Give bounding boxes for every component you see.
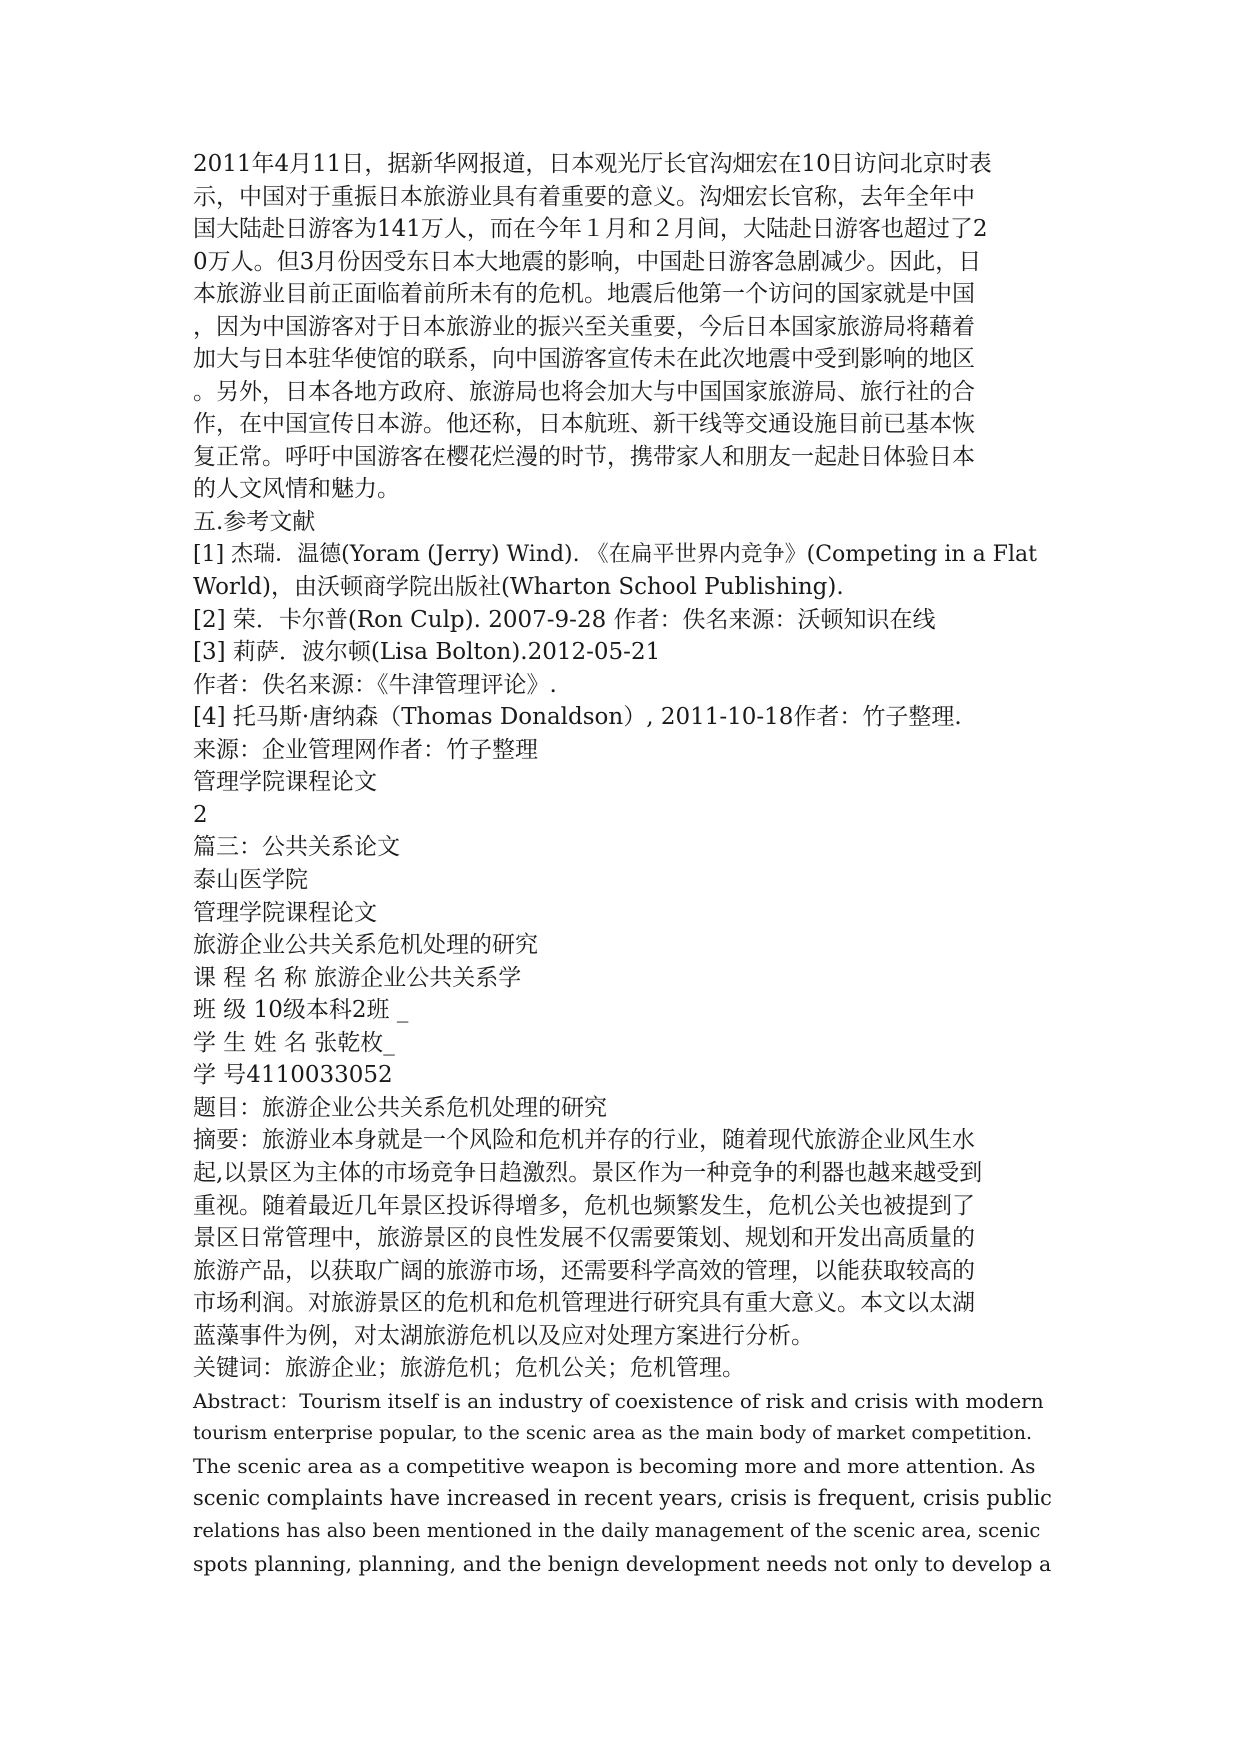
text-line: 摘要：旅游业本身就是一个风险和危机并存的行业，随着现代旅游企业风生水: [193, 1127, 975, 1154]
text-line: World)，由沃顿商学院出版社(Wharton School Publishing).: [193, 574, 844, 601]
text-line: 加大与日本驻华使馆的联系，向中国游客宣传未在此次地震中受到影响的地区: [193, 346, 975, 373]
text-line: [2] 荣．卡尔普(Ron Culp). 2007-9-28 作者：佚名来源：沃顿知识在线: [193, 606, 936, 633]
text-line: 关键词：旅游企业；旅游危机；危机公关；危机管理。: [193, 1355, 745, 1382]
text-line: 管理学院课程论文: [193, 899, 377, 926]
text-line: 的人文风情和魅力。: [193, 476, 400, 503]
text-line: 。另外，日本各地方政府、旅游局也将会加大与中国国家旅游局、旅行社的合: [193, 378, 975, 405]
text-line: 2: [193, 801, 208, 828]
text-line: scenic complaints have increased in recent years, crisis is frequent, crisis public: [193, 1486, 1052, 1511]
text-line: 国大陆赴日游客为141万人，而在今年１月和２月间，大陆赴日游客也超过了2: [193, 216, 988, 243]
text-line: 课 程 名 称 旅游企业公共关系学: [193, 964, 522, 991]
text-line: 篇三：公共关系论文: [193, 834, 400, 861]
text-line: 2011年4月11日，据新华网报道，日本观光厅长官沟畑宏在10日访问北京时表: [193, 151, 992, 177]
text-line: 本旅游业目前正面临着前所未有的危机。地震后他第一个访问的国家就是中国: [193, 281, 975, 308]
text-line: spots planning, planning, and the benign development needs not only to develop a: [193, 1551, 1052, 1576]
text-line: [3] 莉萨．波尔顿(Lisa Bolton).2012-05-21: [193, 639, 661, 666]
text-line: 学 生 姓 名 张乾枚_: [193, 1029, 395, 1056]
text-line: 泰山医学院: [193, 867, 308, 894]
text-line: 蓝藻事件为例，对太湖旅游危机以及应对处理方案进行分析。: [193, 1322, 814, 1349]
document-body: [193, 148, 1053, 1580]
text-line: 学 号4110033052: [193, 1062, 393, 1089]
text-line: Abstract：Tourism itself is an industry of coexistence of risk and crisis with modern: [193, 1388, 1044, 1413]
text-line: 题目：旅游企业公共关系危机处理的研究: [193, 1094, 607, 1121]
text-line: 旅游企业公共关系危机处理的研究: [193, 932, 538, 959]
text-line: The scenic area as a competitive weapon is becoming more and more attention. As: [193, 1453, 1036, 1478]
text-line: relations has also been mentioned in the daily management of the scenic area, scenic: [193, 1518, 1041, 1542]
text-line: ，因为中国游客对于日本旅游业的振兴至关重要，今后日本国家旅游局将藉着: [193, 313, 975, 340]
text-line: 作者：佚名来源：《牛津管理评论》.: [193, 671, 557, 698]
text-line: 景区日常管理中，旅游景区的良性发展不仅需要策划、规划和开发出高质量的: [193, 1225, 975, 1252]
text-line: 0万人。但3月份因受东日本大地震的影响，中国赴日游客急剧减少。因此，日: [193, 248, 982, 275]
text-line: 示，中国对于重振日本旅游业具有着重要的意义。沟畑宏长官称，去年全年中: [193, 183, 975, 210]
text-line: 班 级 10级本科2班 _: [193, 997, 409, 1024]
text-line: 旅游产品，以获取广阔的旅游市场，还需要科学高效的管理，以能获取较高的: [193, 1257, 975, 1284]
text-line: 来源：企业管理网作者：竹子整理: [193, 736, 538, 763]
text-line: 起,以景区为主体的市场竞争日趋激烈。景区作为一种竞争的利器也越来越受到: [193, 1159, 983, 1186]
text-line: 五.参考文献: [193, 509, 316, 536]
text-line: tourism enterprise popular, to the scenic area as the main body of market competition.: [193, 1422, 1032, 1445]
text-line: 管理学院课程论文: [193, 769, 377, 796]
text-line: [1] 杰瑞．温德(Yoram (Jerry) Wind). 《在扁平世界内竞争》(Competing in a Flat: [193, 541, 1037, 567]
text-line: 重视。随着最近几年景区投诉得增多，危机也频繁发生，危机公关也被提到了: [193, 1192, 975, 1219]
text-line: [4] 托马斯·唐纳森（Thomas Donaldson）, 2011-10-18作者：竹子整理.: [193, 704, 962, 731]
text-line: 作，在中国宣传日本游。他还称，日本航班、新干线等交通设施目前已基本恢: [193, 411, 975, 438]
text-line: 复正常。呼吁中国游客在樱花烂漫的时节，携带家人和朋友一起赴日体验日本: [193, 443, 975, 470]
text-line: 市场利润。对旅游景区的危机和危机管理进行研究具有重大意义。本文以太湖: [193, 1290, 975, 1317]
